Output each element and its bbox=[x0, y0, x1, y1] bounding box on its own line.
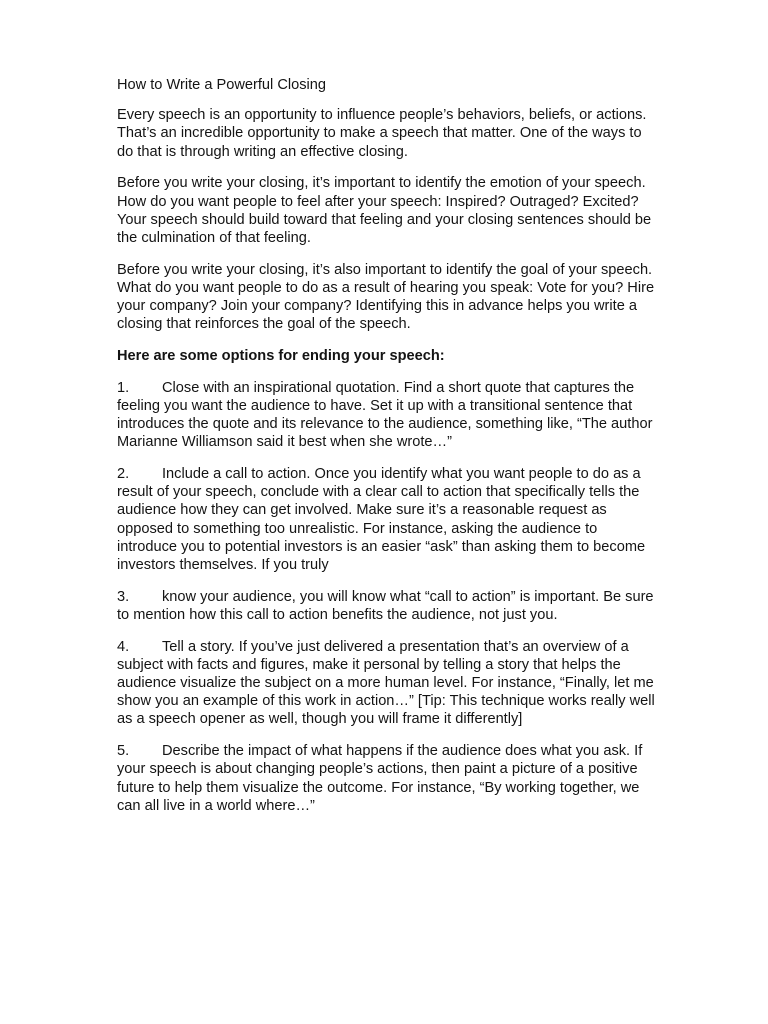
list-item bbox=[117, 465, 657, 574]
goal-paragraph: Before you write your closing, it’s also important to identify the goal of your speech. What do you want people to do as a result of hearing you speak: Vote for you? Hire your company? Join your company? Identifying this in advance helps you write a closing that reinforces the goal of the speech. bbox=[117, 261, 655, 333]
list-item bbox=[117, 742, 657, 815]
emotion-paragraph: Before you write your closing, it’s important to identify the emotion of your speech. How do you want people to feel after your speech: Inspired? Outraged? Excited? Your speech should build toward that feeling and your closing sentences should be the culmination of that feeling. bbox=[117, 175, 652, 246]
list-item-text: Close with an inspirational quotation. Find a short quote that captures the feeling you want the audience to have. Set it up with a transitional sentence that introduces the quote and its relevance to the audience, something like, “The author Marianne Williamson said it best when she wrote…” bbox=[117, 379, 653, 451]
list-item-number: 1. bbox=[117, 379, 130, 396]
document-title: How to Write a Powerful Closing bbox=[117, 77, 326, 93]
list-item-number: 4. bbox=[117, 638, 130, 655]
document-page bbox=[117, 76, 657, 828]
list-item bbox=[117, 588, 657, 624]
list-item-text: know your audience, you will know what “call to action” is important. Be sure to mention how this call to action benefits the audience, not just you. bbox=[117, 588, 654, 623]
list-item bbox=[117, 379, 657, 452]
list-item-text: Describe the impact of what happens if the audience does what you ask. If your speech is about changing people’s actions, then paint a picture of a positive future to help them visualize the outcome. For instance, “By working together, we can all live in a world where…” bbox=[117, 743, 643, 814]
list-item-number: 3. bbox=[117, 588, 130, 605]
list-item-number: 2. bbox=[117, 465, 130, 482]
options-heading: Here are some options for ending your speech: bbox=[117, 347, 445, 364]
list-item bbox=[117, 638, 657, 729]
list-item-text: Tell a story. If you’ve just delivered a presentation that’s an overview of a subject with facts and figures, make it personal by telling a story that helps the audience visualize the subject on a more human level. For instance, “Finally, let me show you an example of this work in action…” [Tip: This technique works really well as a speech opener as well, though you will frame it differently] bbox=[117, 638, 655, 728]
list-item-number: 5. bbox=[117, 743, 130, 760]
intro-paragraph: Every speech is an opportunity to influence people’s behaviors, beliefs, or actions. That’s an incredible opportunity to make a speech that matter. One of the ways to do that is through writing an effective closing. bbox=[117, 107, 647, 160]
list-item-text: Include a call to action. Once you identify what you want people to do as a result of your speech, conclude with a clear call to action that specifically tells the audience how they can get involved. Make sure it’s a reasonable request as opposed to something too unrealistic. For instance, asking the audience to introduce you to potential investors is an easier “ask” than asking them to become investors themselves. If you truly bbox=[117, 465, 646, 573]
